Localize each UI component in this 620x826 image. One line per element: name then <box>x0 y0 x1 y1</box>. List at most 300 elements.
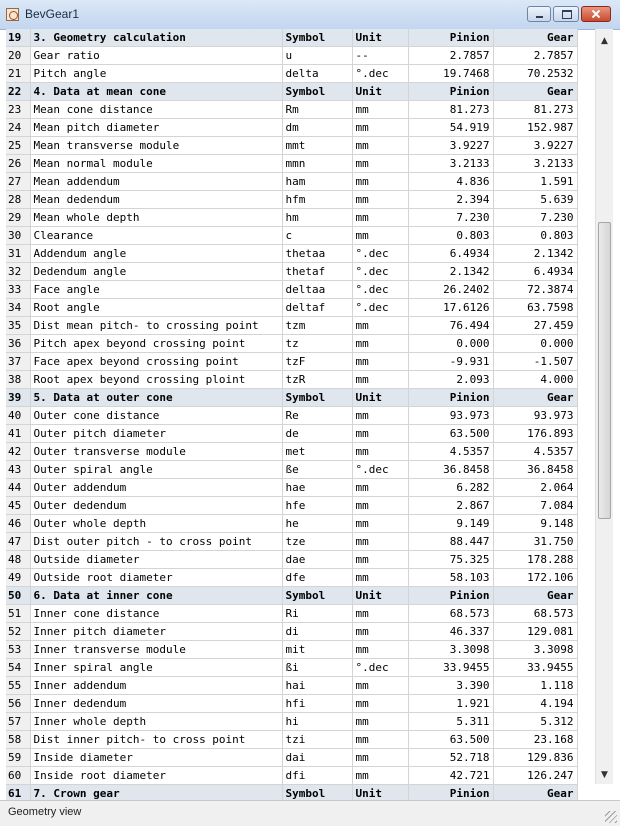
unit-cell[interactable]: mm <box>352 623 408 641</box>
unit-cell[interactable]: mm <box>352 749 408 767</box>
pinion-value-cell[interactable]: 5.311 <box>408 713 493 731</box>
pinion-value-cell[interactable]: 7.230 <box>408 209 493 227</box>
row-number-cell[interactable]: 32 <box>6 263 30 281</box>
parameter-name-cell[interactable]: Inner addendum <box>30 677 282 695</box>
table-row[interactable] <box>6 623 577 641</box>
vertical-scrollbar[interactable] <box>595 29 613 784</box>
table-row[interactable] <box>6 533 577 551</box>
symbol-cell[interactable]: he <box>282 515 352 533</box>
parameter-name-cell[interactable]: Mean addendum <box>30 173 282 191</box>
row-number-cell[interactable]: 58 <box>6 731 30 749</box>
unit-cell[interactable]: mm <box>352 227 408 245</box>
row-number-cell[interactable]: 21 <box>6 65 30 83</box>
gear-value-cell[interactable]: 63.7598 <box>493 299 577 317</box>
pinion-value-cell[interactable]: -9.931 <box>408 353 493 371</box>
row-number-cell[interactable]: 50 <box>6 587 30 605</box>
minimize-button[interactable] <box>527 6 551 22</box>
section-header-row[interactable] <box>6 29 577 47</box>
table-row[interactable] <box>6 371 577 389</box>
pinion-value-cell[interactable]: 52.718 <box>408 749 493 767</box>
table-row[interactable] <box>6 461 577 479</box>
row-number-cell[interactable]: 44 <box>6 479 30 497</box>
symbol-cell[interactable]: thetaf <box>282 263 352 281</box>
header-unit-cell[interactable]: Unit <box>352 785 408 803</box>
parameter-name-cell[interactable]: Dist mean pitch- to crossing point <box>30 317 282 335</box>
pinion-value-cell[interactable]: 58.103 <box>408 569 493 587</box>
gear-value-cell[interactable]: 68.573 <box>493 605 577 623</box>
unit-cell[interactable]: mm <box>352 371 408 389</box>
table-row[interactable] <box>6 443 577 461</box>
row-number-cell[interactable]: 34 <box>6 299 30 317</box>
parameter-name-cell[interactable]: Inside diameter <box>30 749 282 767</box>
symbol-cell[interactable]: tzm <box>282 317 352 335</box>
parameter-name-cell[interactable]: Outside root diameter <box>30 569 282 587</box>
table-row[interactable] <box>6 479 577 497</box>
pinion-value-cell[interactable]: 2.394 <box>408 191 493 209</box>
row-number-cell[interactable]: 35 <box>6 317 30 335</box>
row-number-cell[interactable]: 61 <box>6 785 30 803</box>
symbol-cell[interactable]: hae <box>282 479 352 497</box>
parameter-name-cell[interactable]: Face apex beyond crossing point <box>30 353 282 371</box>
pinion-value-cell[interactable]: 26.2402 <box>408 281 493 299</box>
parameter-name-cell[interactable]: Inner transverse module <box>30 641 282 659</box>
pinion-value-cell[interactable]: 46.337 <box>408 623 493 641</box>
pinion-value-cell[interactable]: 2.1342 <box>408 263 493 281</box>
gear-value-cell[interactable]: 3.2133 <box>493 155 577 173</box>
gear-value-cell[interactable]: 126.247 <box>493 767 577 785</box>
row-number-cell[interactable]: 26 <box>6 155 30 173</box>
header-gear-value-cell[interactable]: Gear <box>493 29 577 47</box>
gear-value-cell[interactable]: 4.194 <box>493 695 577 713</box>
gear-value-cell[interactable]: 4.5357 <box>493 443 577 461</box>
pinion-value-cell[interactable]: 75.325 <box>408 551 493 569</box>
parameter-name-cell[interactable]: Inner whole depth <box>30 713 282 731</box>
symbol-cell[interactable]: hfm <box>282 191 352 209</box>
section-header-row[interactable] <box>6 587 577 605</box>
parameter-name-cell[interactable]: Inner pitch diameter <box>30 623 282 641</box>
unit-cell[interactable]: mm <box>352 497 408 515</box>
parameter-name-cell[interactable]: Inside root diameter <box>30 767 282 785</box>
gear-value-cell[interactable]: 1.118 <box>493 677 577 695</box>
header-pinion-value-cell[interactable]: Pinion <box>408 785 493 803</box>
gear-value-cell[interactable]: 6.4934 <box>493 263 577 281</box>
table-row[interactable] <box>6 317 577 335</box>
parameter-name-cell[interactable]: Dist inner pitch- to cross point <box>30 731 282 749</box>
row-number-cell[interactable]: 29 <box>6 209 30 227</box>
table-row[interactable] <box>6 335 577 353</box>
header-parameter-name-cell[interactable]: 6. Data at inner cone <box>30 587 282 605</box>
parameter-name-cell[interactable]: Inner dedendum <box>30 695 282 713</box>
gear-value-cell[interactable]: 33.9455 <box>493 659 577 677</box>
pinion-value-cell[interactable]: 0.803 <box>408 227 493 245</box>
parameter-name-cell[interactable]: Outer spiral angle <box>30 461 282 479</box>
row-number-cell[interactable]: 36 <box>6 335 30 353</box>
row-number-cell[interactable]: 37 <box>6 353 30 371</box>
header-gear-value-cell[interactable]: Gear <box>493 83 577 101</box>
unit-cell[interactable]: mm <box>352 119 408 137</box>
pinion-value-cell[interactable]: 4.836 <box>408 173 493 191</box>
pinion-value-cell[interactable]: 19.7468 <box>408 65 493 83</box>
row-number-cell[interactable]: 40 <box>6 407 30 425</box>
pinion-value-cell[interactable]: 6.4934 <box>408 245 493 263</box>
gear-value-cell[interactable]: 27.459 <box>493 317 577 335</box>
symbol-cell[interactable]: ßi <box>282 659 352 677</box>
unit-cell[interactable]: mm <box>352 515 408 533</box>
unit-cell[interactable]: mm <box>352 731 408 749</box>
symbol-cell[interactable]: Re <box>282 407 352 425</box>
unit-cell[interactable]: °.dec <box>352 65 408 83</box>
table-row[interactable] <box>6 119 577 137</box>
row-number-cell[interactable]: 22 <box>6 83 30 101</box>
row-number-cell[interactable]: 48 <box>6 551 30 569</box>
scroll-down-arrow-icon[interactable]: ▼ <box>601 770 608 780</box>
header-pinion-value-cell[interactable]: Pinion <box>408 29 493 47</box>
parameter-name-cell[interactable]: Outer addendum <box>30 479 282 497</box>
scroll-up-arrow-icon[interactable]: ▲ <box>601 36 608 46</box>
parameter-name-cell[interactable]: Face angle <box>30 281 282 299</box>
parameter-name-cell[interactable]: Gear ratio <box>30 47 282 65</box>
symbol-cell[interactable]: dai <box>282 749 352 767</box>
resize-grip-icon[interactable] <box>605 811 617 823</box>
symbol-cell[interactable]: hi <box>282 713 352 731</box>
table-row[interactable] <box>6 299 577 317</box>
table-row[interactable] <box>6 605 577 623</box>
symbol-cell[interactable]: delta <box>282 65 352 83</box>
unit-cell[interactable]: mm <box>352 173 408 191</box>
parameter-name-cell[interactable]: Mean pitch diameter <box>30 119 282 137</box>
parameter-name-cell[interactable]: Mean normal module <box>30 155 282 173</box>
parameter-name-cell[interactable]: Root apex beyond crossing ploint <box>30 371 282 389</box>
header-pinion-value-cell[interactable]: Pinion <box>408 587 493 605</box>
header-gear-value-cell[interactable]: Gear <box>493 389 577 407</box>
row-number-cell[interactable]: 55 <box>6 677 30 695</box>
row-number-cell[interactable]: 33 <box>6 281 30 299</box>
symbol-cell[interactable]: ße <box>282 461 352 479</box>
gear-value-cell[interactable]: 5.312 <box>493 713 577 731</box>
pinion-value-cell[interactable]: 36.8458 <box>408 461 493 479</box>
table-row[interactable] <box>6 677 577 695</box>
header-symbol-cell[interactable]: Symbol <box>282 785 352 803</box>
row-number-cell[interactable]: 28 <box>6 191 30 209</box>
row-number-cell[interactable]: 60 <box>6 767 30 785</box>
parameter-name-cell[interactable]: Mean dedendum <box>30 191 282 209</box>
parameter-name-cell[interactable]: Addendum angle <box>30 245 282 263</box>
symbol-cell[interactable]: Rm <box>282 101 352 119</box>
symbol-cell[interactable]: met <box>282 443 352 461</box>
symbol-cell[interactable]: dfi <box>282 767 352 785</box>
parameter-name-cell[interactable]: Inner cone distance <box>30 605 282 623</box>
parameter-name-cell[interactable]: Clearance <box>30 227 282 245</box>
row-number-cell[interactable]: 27 <box>6 173 30 191</box>
unit-cell[interactable]: °.dec <box>352 263 408 281</box>
parameter-name-cell[interactable]: Outer pitch diameter <box>30 425 282 443</box>
pinion-value-cell[interactable]: 81.273 <box>408 101 493 119</box>
gear-value-cell[interactable]: 0.000 <box>493 335 577 353</box>
row-number-cell[interactable]: 39 <box>6 389 30 407</box>
unit-cell[interactable]: °.dec <box>352 659 408 677</box>
pinion-value-cell[interactable]: 3.9227 <box>408 137 493 155</box>
table-row[interactable] <box>6 137 577 155</box>
table-row[interactable] <box>6 65 577 83</box>
row-number-cell[interactable]: 24 <box>6 119 30 137</box>
gear-value-cell[interactable]: 0.803 <box>493 227 577 245</box>
unit-cell[interactable]: mm <box>352 155 408 173</box>
table-row[interactable] <box>6 101 577 119</box>
symbol-cell[interactable]: mmn <box>282 155 352 173</box>
gear-value-cell[interactable]: 93.973 <box>493 407 577 425</box>
unit-cell[interactable]: mm <box>352 353 408 371</box>
symbol-cell[interactable]: dm <box>282 119 352 137</box>
row-number-cell[interactable]: 19 <box>6 29 30 47</box>
table-row[interactable] <box>6 659 577 677</box>
gear-value-cell[interactable]: 7.230 <box>493 209 577 227</box>
unit-cell[interactable]: mm <box>352 641 408 659</box>
parameter-name-cell[interactable]: Dedendum angle <box>30 263 282 281</box>
table-row[interactable] <box>6 425 577 443</box>
gear-value-cell[interactable]: 129.836 <box>493 749 577 767</box>
table-row[interactable] <box>6 353 577 371</box>
scrollbar-thumb[interactable] <box>598 222 611 519</box>
table-row[interactable] <box>6 263 577 281</box>
unit-cell[interactable]: mm <box>352 479 408 497</box>
gear-value-cell[interactable]: 3.9227 <box>493 137 577 155</box>
unit-cell[interactable]: mm <box>352 569 408 587</box>
gear-value-cell[interactable]: 2.1342 <box>493 245 577 263</box>
row-number-cell[interactable]: 47 <box>6 533 30 551</box>
symbol-cell[interactable]: c <box>282 227 352 245</box>
parameter-name-cell[interactable]: Pitch apex beyond crossing point <box>30 335 282 353</box>
symbol-cell[interactable]: deltaa <box>282 281 352 299</box>
header-symbol-cell[interactable]: Symbol <box>282 587 352 605</box>
symbol-cell[interactable]: ham <box>282 173 352 191</box>
section-header-row[interactable] <box>6 83 577 101</box>
gear-value-cell[interactable]: 36.8458 <box>493 461 577 479</box>
parameter-name-cell[interactable]: Outer transverse module <box>30 443 282 461</box>
symbol-cell[interactable]: di <box>282 623 352 641</box>
parameter-name-cell[interactable]: Outer cone distance <box>30 407 282 425</box>
table-row[interactable] <box>6 155 577 173</box>
header-unit-cell[interactable]: Unit <box>352 29 408 47</box>
gear-value-cell[interactable]: 81.273 <box>493 101 577 119</box>
table-row[interactable] <box>6 209 577 227</box>
header-unit-cell[interactable]: Unit <box>352 587 408 605</box>
unit-cell[interactable]: mm <box>352 407 408 425</box>
header-unit-cell[interactable]: Unit <box>352 389 408 407</box>
header-parameter-name-cell[interactable]: 3. Geometry calculation <box>30 29 282 47</box>
table-row[interactable] <box>6 191 577 209</box>
parameter-name-cell[interactable]: Outside diameter <box>30 551 282 569</box>
pinion-value-cell[interactable]: 3.390 <box>408 677 493 695</box>
table-row[interactable] <box>6 749 577 767</box>
unit-cell[interactable]: mm <box>352 317 408 335</box>
unit-cell[interactable]: mm <box>352 677 408 695</box>
pinion-value-cell[interactable]: 76.494 <box>408 317 493 335</box>
unit-cell[interactable]: °.dec <box>352 245 408 263</box>
gear-value-cell[interactable]: 7.084 <box>493 497 577 515</box>
unit-cell[interactable]: mm <box>352 137 408 155</box>
unit-cell[interactable]: -- <box>352 47 408 65</box>
gear-value-cell[interactable]: 4.000 <box>493 371 577 389</box>
unit-cell[interactable]: mm <box>352 425 408 443</box>
header-symbol-cell[interactable]: Symbol <box>282 389 352 407</box>
unit-cell[interactable]: mm <box>352 713 408 731</box>
symbol-cell[interactable]: tze <box>282 533 352 551</box>
table-row[interactable] <box>6 173 577 191</box>
gear-value-cell[interactable]: 172.106 <box>493 569 577 587</box>
pinion-value-cell[interactable]: 63.500 <box>408 425 493 443</box>
unit-cell[interactable]: mm <box>352 101 408 119</box>
pinion-value-cell[interactable]: 17.6126 <box>408 299 493 317</box>
pinion-value-cell[interactable]: 2.867 <box>408 497 493 515</box>
section-header-row[interactable] <box>6 389 577 407</box>
pinion-value-cell[interactable]: 3.2133 <box>408 155 493 173</box>
row-number-cell[interactable]: 38 <box>6 371 30 389</box>
pinion-value-cell[interactable]: 68.573 <box>408 605 493 623</box>
row-number-cell[interactable]: 42 <box>6 443 30 461</box>
pinion-value-cell[interactable]: 93.973 <box>408 407 493 425</box>
row-number-cell[interactable]: 46 <box>6 515 30 533</box>
row-number-cell[interactable]: 25 <box>6 137 30 155</box>
symbol-cell[interactable]: hfe <box>282 497 352 515</box>
parameter-name-cell[interactable]: Mean transverse module <box>30 137 282 155</box>
row-number-cell[interactable]: 51 <box>6 605 30 623</box>
gear-value-cell[interactable]: 176.893 <box>493 425 577 443</box>
close-button[interactable] <box>581 6 611 22</box>
pinion-value-cell[interactable]: 54.919 <box>408 119 493 137</box>
row-number-cell[interactable]: 43 <box>6 461 30 479</box>
gear-value-cell[interactable]: 1.591 <box>493 173 577 191</box>
pinion-value-cell[interactable]: 2.7857 <box>408 47 493 65</box>
pinion-value-cell[interactable]: 63.500 <box>408 731 493 749</box>
table-row[interactable] <box>6 569 577 587</box>
table-row[interactable] <box>6 515 577 533</box>
parameter-name-cell[interactable]: Outer whole depth <box>30 515 282 533</box>
title-bar[interactable] <box>0 0 620 30</box>
symbol-cell[interactable]: hm <box>282 209 352 227</box>
symbol-cell[interactable]: deltaf <box>282 299 352 317</box>
row-number-cell[interactable]: 20 <box>6 47 30 65</box>
header-parameter-name-cell[interactable]: 7. Crown gear <box>30 785 282 803</box>
table-row[interactable] <box>6 767 577 785</box>
row-number-cell[interactable]: 30 <box>6 227 30 245</box>
symbol-cell[interactable]: tzF <box>282 353 352 371</box>
header-parameter-name-cell[interactable]: 5. Data at outer cone <box>30 389 282 407</box>
gear-value-cell[interactable]: 9.148 <box>493 515 577 533</box>
row-number-cell[interactable]: 31 <box>6 245 30 263</box>
unit-cell[interactable]: °.dec <box>352 281 408 299</box>
gear-value-cell[interactable]: 178.288 <box>493 551 577 569</box>
unit-cell[interactable]: mm <box>352 551 408 569</box>
symbol-cell[interactable]: thetaa <box>282 245 352 263</box>
table-row[interactable] <box>6 695 577 713</box>
gear-value-cell[interactable]: 31.750 <box>493 533 577 551</box>
unit-cell[interactable]: mm <box>352 605 408 623</box>
row-number-cell[interactable]: 59 <box>6 749 30 767</box>
pinion-value-cell[interactable]: 3.3098 <box>408 641 493 659</box>
unit-cell[interactable]: °.dec <box>352 461 408 479</box>
gear-value-cell[interactable]: 23.168 <box>493 731 577 749</box>
maximize-button[interactable] <box>553 6 579 22</box>
table-row[interactable] <box>6 641 577 659</box>
unit-cell[interactable]: °.dec <box>352 299 408 317</box>
unit-cell[interactable]: mm <box>352 191 408 209</box>
header-gear-value-cell[interactable]: Gear <box>493 587 577 605</box>
table-row[interactable] <box>6 407 577 425</box>
header-symbol-cell[interactable]: Symbol <box>282 83 352 101</box>
parameter-name-cell[interactable]: Root angle <box>30 299 282 317</box>
header-pinion-value-cell[interactable]: Pinion <box>408 389 493 407</box>
gear-value-cell[interactable]: 152.987 <box>493 119 577 137</box>
table-row[interactable] <box>6 227 577 245</box>
header-gear-value-cell[interactable]: Gear <box>493 785 577 803</box>
symbol-cell[interactable]: mmt <box>282 137 352 155</box>
gear-value-cell[interactable]: 129.081 <box>493 623 577 641</box>
table-row[interactable] <box>6 497 577 515</box>
pinion-value-cell[interactable]: 0.000 <box>408 335 493 353</box>
row-number-cell[interactable]: 49 <box>6 569 30 587</box>
unit-cell[interactable]: mm <box>352 767 408 785</box>
table-row[interactable] <box>6 551 577 569</box>
row-number-cell[interactable]: 41 <box>6 425 30 443</box>
row-number-cell[interactable]: 54 <box>6 659 30 677</box>
parameter-name-cell[interactable]: Pitch angle <box>30 65 282 83</box>
symbol-cell[interactable]: hfi <box>282 695 352 713</box>
symbol-cell[interactable]: tz <box>282 335 352 353</box>
row-number-cell[interactable]: 45 <box>6 497 30 515</box>
header-pinion-value-cell[interactable]: Pinion <box>408 83 493 101</box>
pinion-value-cell[interactable]: 4.5357 <box>408 443 493 461</box>
table-row[interactable] <box>6 731 577 749</box>
row-number-cell[interactable]: 56 <box>6 695 30 713</box>
gear-value-cell[interactable]: -1.507 <box>493 353 577 371</box>
table-row[interactable] <box>6 245 577 263</box>
parameter-name-cell[interactable]: Outer dedendum <box>30 497 282 515</box>
symbol-cell[interactable]: Ri <box>282 605 352 623</box>
table-row[interactable] <box>6 47 577 65</box>
header-unit-cell[interactable]: Unit <box>352 83 408 101</box>
symbol-cell[interactable]: tzi <box>282 731 352 749</box>
gear-value-cell[interactable]: 3.3098 <box>493 641 577 659</box>
symbol-cell[interactable]: hai <box>282 677 352 695</box>
unit-cell[interactable]: mm <box>352 695 408 713</box>
parameter-name-cell[interactable]: Inner spiral angle <box>30 659 282 677</box>
pinion-value-cell[interactable]: 88.447 <box>408 533 493 551</box>
gear-value-cell[interactable]: 72.3874 <box>493 281 577 299</box>
row-number-cell[interactable]: 53 <box>6 641 30 659</box>
pinion-value-cell[interactable]: 2.093 <box>408 371 493 389</box>
gear-value-cell[interactable]: 2.7857 <box>493 47 577 65</box>
geometry-grid[interactable] <box>6 29 577 801</box>
pinion-value-cell[interactable]: 6.282 <box>408 479 493 497</box>
pinion-value-cell[interactable]: 1.921 <box>408 695 493 713</box>
symbol-cell[interactable]: tzR <box>282 371 352 389</box>
row-number-cell[interactable]: 52 <box>6 623 30 641</box>
parameter-name-cell[interactable]: Dist outer pitch - to cross point <box>30 533 282 551</box>
symbol-cell[interactable]: mit <box>282 641 352 659</box>
table-row[interactable] <box>6 281 577 299</box>
symbol-cell[interactable]: dae <box>282 551 352 569</box>
symbol-cell[interactable]: de <box>282 425 352 443</box>
row-number-cell[interactable]: 57 <box>6 713 30 731</box>
unit-cell[interactable]: mm <box>352 209 408 227</box>
row-number-cell[interactable]: 23 <box>6 101 30 119</box>
unit-cell[interactable]: mm <box>352 533 408 551</box>
symbol-cell[interactable]: u <box>282 47 352 65</box>
header-symbol-cell[interactable]: Symbol <box>282 29 352 47</box>
symbol-cell[interactable]: dfe <box>282 569 352 587</box>
parameter-name-cell[interactable]: Mean whole depth <box>30 209 282 227</box>
table-row[interactable] <box>6 713 577 731</box>
